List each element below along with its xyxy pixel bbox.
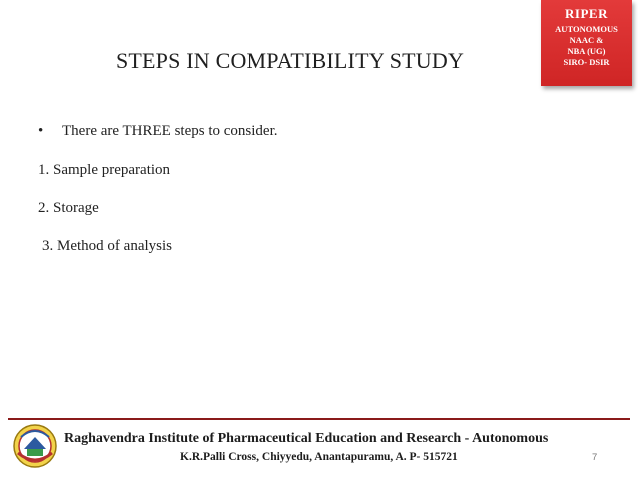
accreditation-badge (541, 0, 632, 86)
step-item-3: 3. Method of analysis (42, 238, 172, 254)
footer-divider (8, 418, 630, 420)
bullet-symbol: • (38, 123, 44, 139)
badge-line-nba: NBA (UG) (567, 46, 606, 56)
badge-line-autonomous: AUTONOMOUS (555, 24, 618, 34)
badge-line-siro: SIRO- DSIR (563, 57, 610, 67)
step-item-1: 1. Sample preparation (38, 162, 171, 178)
slide-title: STEPS IN COMPATIBILITY STUDY (115, 48, 465, 73)
page-number: 7 (592, 452, 598, 463)
institute-emblem-icon (12, 423, 58, 469)
badge-title: RIPER (565, 6, 608, 21)
bullet-item (38, 123, 278, 140)
bullet-text: There are THREE steps to consider. (62, 123, 278, 139)
step-item-2: 2. Storage (38, 200, 99, 216)
footer-address: K.R.Palli Cross, Chiyyedu, Anantapuramu, A. P- 515721 (180, 451, 458, 463)
footer-institute-name: Raghavendra Institute of Pharmaceutical Education and Research - Autonomous (64, 431, 549, 446)
institute-emblem-graphic (12, 423, 58, 469)
badge-line-naac: NAAC & (569, 35, 604, 45)
